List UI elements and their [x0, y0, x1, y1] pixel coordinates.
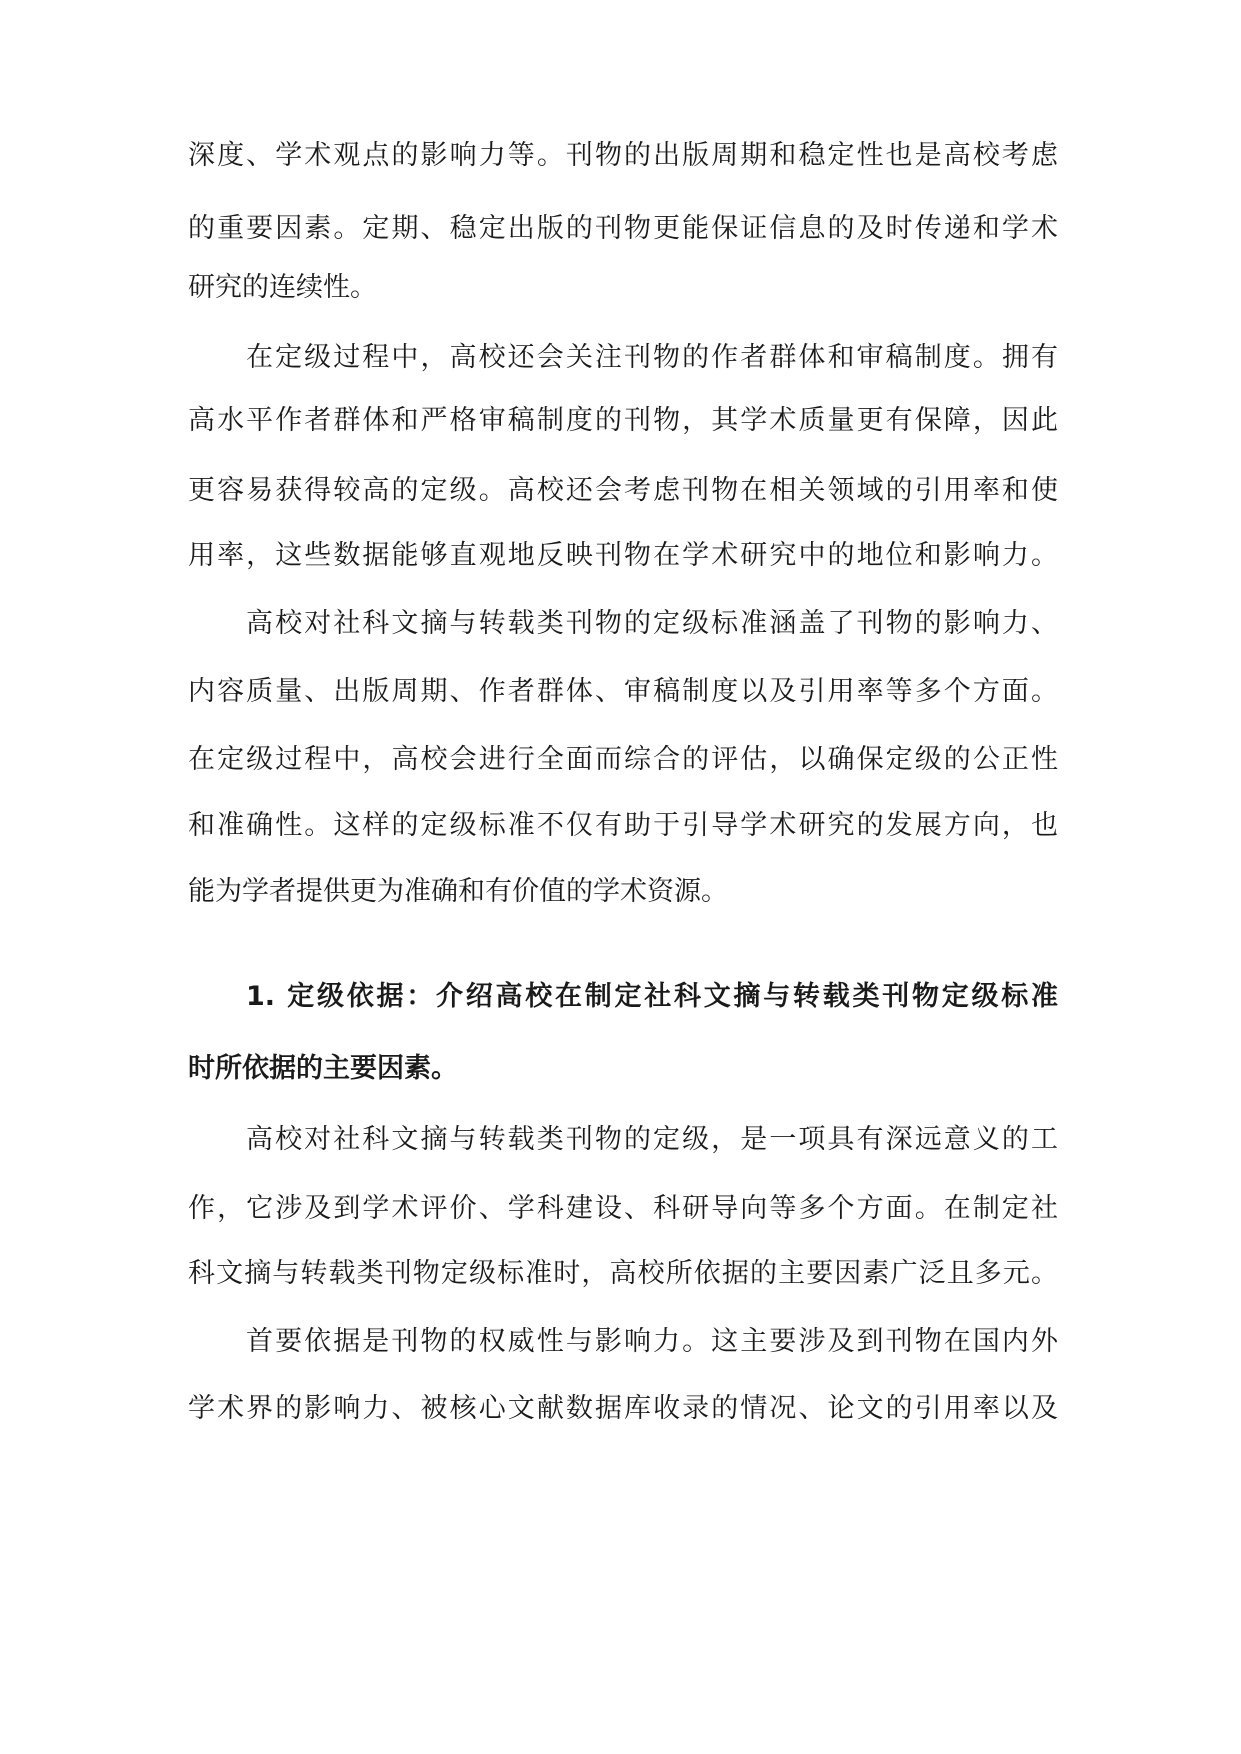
paragraph-3-line-3: 在定级过程中，高校会进行全面而综合的评估，以确保定级的公正性 [188, 744, 1058, 775]
paragraph-5-line-1: 首要依据是刊物的权威性与影响力。这主要涉及到刊物在国内外 [246, 1326, 1058, 1357]
paragraph-1-line-1: 深度、学术观点的影响力等。刊物的出版周期和稳定性也是高校考虑 [188, 140, 1058, 171]
section-heading-line-1: 1. 定级依据：介绍高校在制定社科文摘与转载类刊物定级标准 [246, 981, 1058, 1012]
paragraph-2-line-4: 用率，这些数据能够直观地反映刊物在学术研究中的地位和影响力。 [188, 540, 1058, 571]
paragraph-1-line-3: 研究的连续性。 [188, 272, 377, 303]
paragraph-2-line-2: 高水平作者群体和严格审稿制度的刊物，其学术质量更有保障，因此 [188, 405, 1058, 436]
paragraph-2-line-3: 更容易获得较高的定级。高校还会考虑刊物在相关领域的引用率和使 [188, 475, 1058, 506]
paragraph-5-line-2: 学术界的影响力、被核心文献数据库收录的情况、论文的引用率以及 [188, 1393, 1058, 1424]
paragraph-4-line-1: 高校对社科文摘与转载类刊物的定级，是一项具有深远意义的工 [246, 1124, 1058, 1155]
paragraph-2-line-1: 在定级过程中，高校还会关注刊物的作者群体和审稿制度。拥有 [246, 342, 1058, 373]
paragraph-1-line-2: 的重要因素。定期、稳定出版的刊物更能保证信息的及时传递和学术 [188, 213, 1058, 244]
paragraph-3-line-4: 和准确性。这样的定级标准不仅有助于引导学术研究的发展方向，也 [188, 810, 1058, 841]
paragraph-3-line-5: 能为学者提供更为准确和有价值的学术资源。 [188, 876, 728, 907]
paragraph-3-line-2: 内容质量、出版周期、作者群体、审稿制度以及引用率等多个方面。 [188, 676, 1058, 707]
section-heading-line-2: 时所依据的主要因素。 [188, 1053, 458, 1084]
paragraph-4-line-2: 作，它涉及到学术评价、学科建设、科研导向等多个方面。在制定社 [188, 1193, 1058, 1224]
paragraph-4-line-3: 科文摘与转载类刊物定级标准时，高校所依据的主要因素广泛且多元。 [188, 1258, 1058, 1289]
paragraph-3-line-1: 高校对社科文摘与转载类刊物的定级标准涵盖了刊物的影响力、 [246, 608, 1058, 639]
